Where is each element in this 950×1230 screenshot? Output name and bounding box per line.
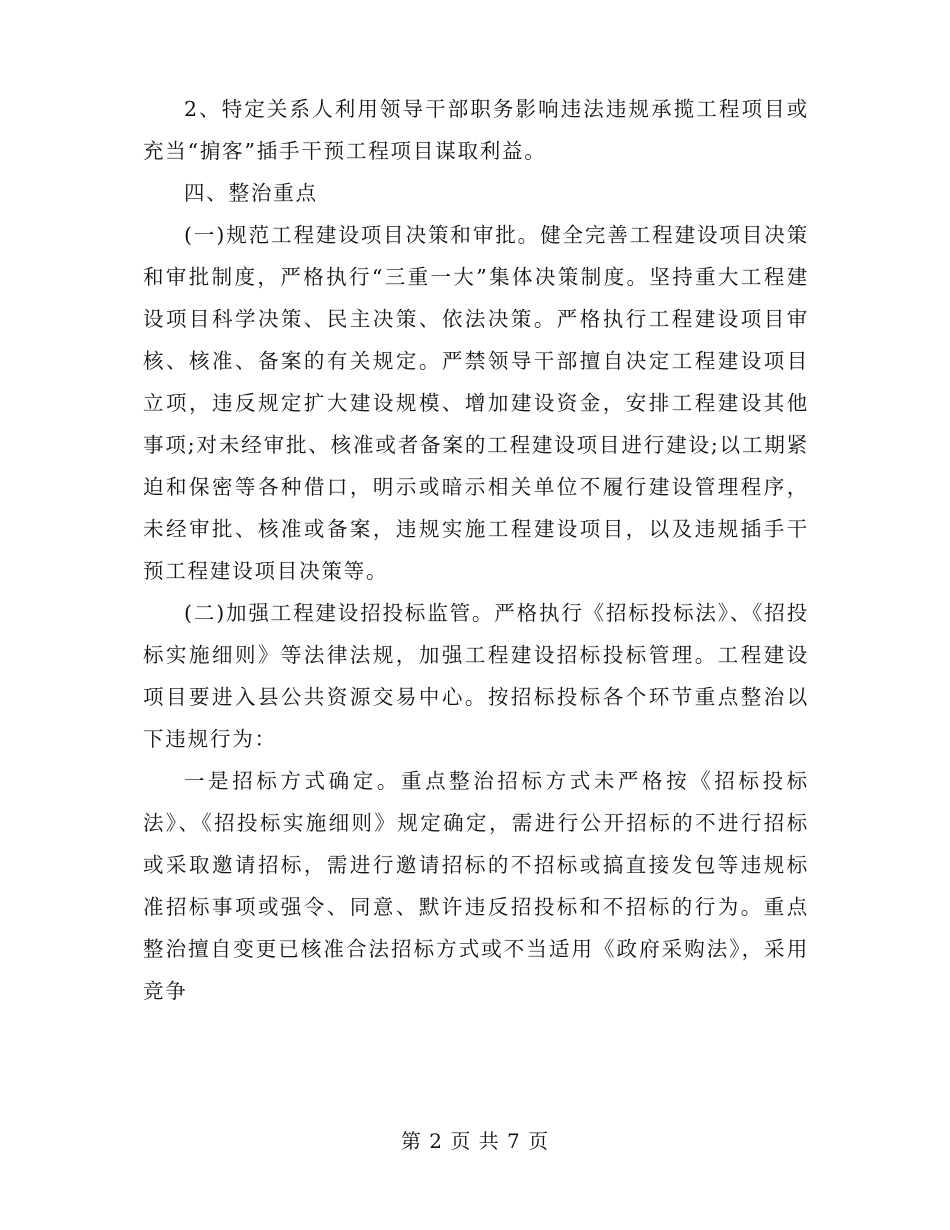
paragraph-decision-approval: (一)规范工程建设项目决策和审批。健全完善工程建设项目决策和审批制度，严格执行“三重一大”集体决策制度。坚持重大工程建设项目科学决策、民主决策、依法决策。严格执行工程建设项目审核、核准、备案的有关规定。严禁领导干部擅自决定工程建设项目立项，违反规定扩大建设规模、增加建设资金，安排工程建设其他事项;对未经审批、核准或者备案的工程建设项目进行建设;以工期紧迫和保密等各种借口，明示或暗示相关单位不履行建设管理程序，未经审批、核准或备案，违规实施工程建设项目，以及违规插手干预工程建设项目决策等。 bbox=[143, 223, 809, 583]
document-body bbox=[143, 88, 809, 1012]
page-number-footer: 第 2 页 共 7 页 bbox=[400, 1129, 550, 1153]
paragraph-specific-relation: 2、特定关系人利用领导干部职务影响违法违规承揽工程项目或充当“掮客”插手干预工程项目谋取利益。 bbox=[143, 97, 809, 163]
paragraph-bidding-method: 一是招标方式确定。重点整治招标方式未严格按《招标投标法》、《招投标实施细则》规定确定，需进行公开招标的不进行招标或采取邀请招标，需进行邀请招标的不招标或搞直接发包等违规标准招标事项或强令、同意、默许违反招投标和不招标的行为。重点整治擅自变更已核准合法招标方式或不当适用《政府采购法》，采用竞争 bbox=[143, 769, 809, 1003]
section-heading-key-rectification: 四、整治重点 bbox=[184, 181, 318, 205]
paragraph-bidding-supervision: (二)加强工程建设招投标监管。严格执行《招标投标法》、《招投标实施细则》等法律法规，加强工程建设招标投标管理。工程建设项目要进入县公共资源交易中心。按招标投标各个环节重点整治以下违规行为： bbox=[143, 601, 809, 751]
